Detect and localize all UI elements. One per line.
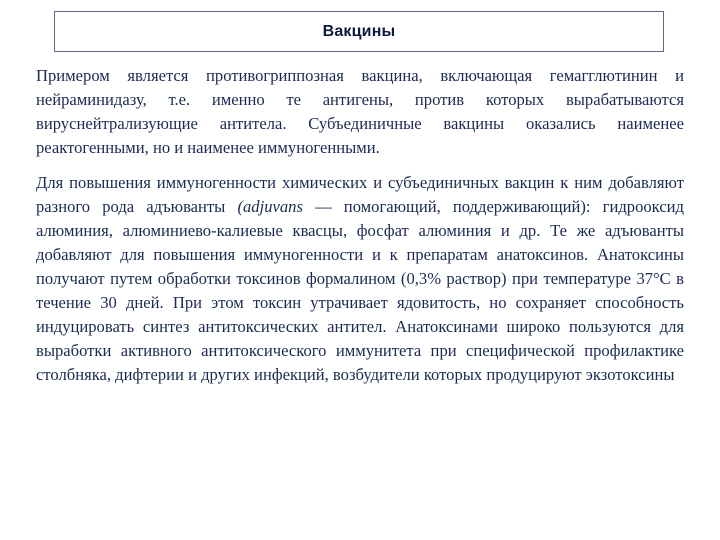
slide-body bbox=[36, 64, 684, 387]
paragraph-2-text-end: — помогающий, поддерживающий): гидрооксид алюминия, алюминиево-калиевые квасцы, фосфат алюминия и др. Те же адъюванты добавляют для повышения иммуногенности и к препаратам анатоксинов. Анатоксины получают путем обработки токсинов формалином (0,3% раствор) при температуре 37°С в течение 30 дней. При этом токсин утрачивает ядовитость, но сохраняет способность индуцировать синтез антитоксических антител. Анатоксинами широко пользуются для выработки активного антитоксического иммунитета при специфической профилактике столбняка, дифтерии и других инфекций, возбудители которых продуцируют экзотоксины bbox=[36, 197, 685, 384]
paragraph-1: Примером является противогриппозная вакцина, включающая гемагглютинин и нейраминидазу, т.е. именно те антигены, против которых вырабатываются вируснейтрализующие антитела. Субъединичные вакцины оказались наименее реактогенными, но и наименее иммуногенными. bbox=[36, 66, 684, 157]
paragraph-2-latin-term: (adjuvans bbox=[237, 197, 303, 216]
paragraph-2-text-start: Для повышения иммуногенности химических и субъединичных вакцин к ним добавляют разного рода адъюванты bbox=[36, 173, 684, 216]
slide-title-box bbox=[54, 11, 664, 52]
paragraph-2 bbox=[36, 171, 684, 387]
slide-title: Вакцины bbox=[322, 22, 396, 40]
